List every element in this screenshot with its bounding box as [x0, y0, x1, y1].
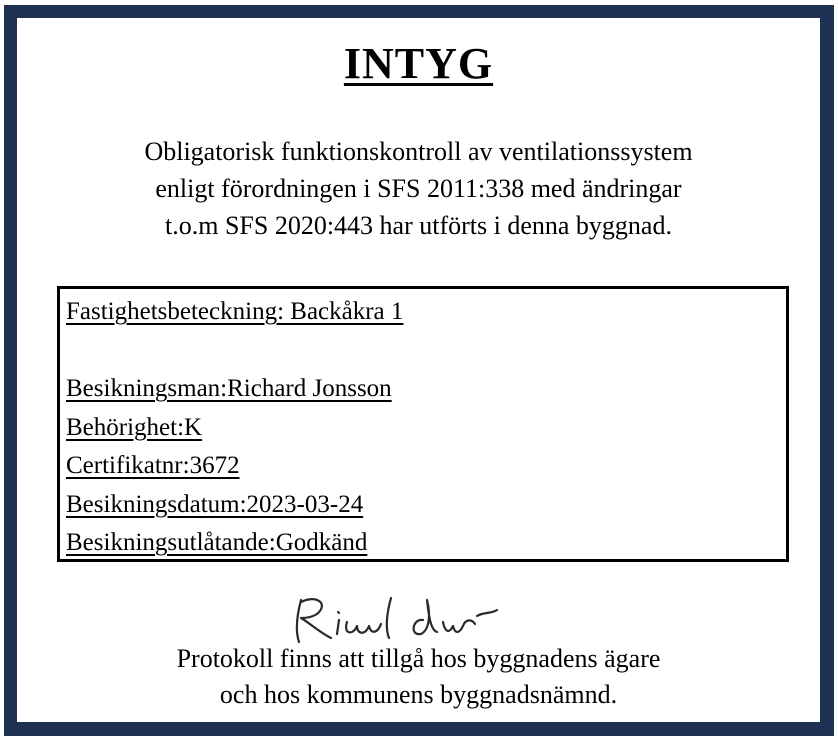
authorization-row [66, 409, 786, 448]
certificate-title: INTYG [343, 39, 494, 88]
footer-line: och hos kommunens byggnadsnämnd. [219, 680, 618, 709]
certificate-frame [4, 5, 834, 736]
certificate-number: Certifikatnr:3672 [66, 452, 240, 479]
inspection-verdict: Besikningsutlåtande:Godkänd [66, 529, 368, 556]
inspection-date-row [66, 486, 786, 525]
intro-text [17, 133, 820, 244]
inspector-name: Besikningsman:Richard Jonsson [66, 375, 392, 402]
inspection-details-box [57, 286, 789, 562]
intro-line: t.o.m SFS 2020:443 har utförts i denna byggnad. [165, 211, 672, 240]
property-designation: Fastighetsbeteckning: Backåkra 1 [66, 298, 404, 325]
inspection-date: Besikningsdatum:2023-03-24 [66, 490, 364, 518]
intro-line: Obligatorisk funktionskontroll av ventilationssystem [144, 137, 693, 166]
certificate-number-row [66, 447, 786, 486]
property-row [66, 293, 786, 332]
inspector-row [66, 370, 786, 409]
intro-line: enligt förordningen i SFS 2011:338 med ändringar [155, 174, 682, 203]
footer-note [17, 641, 820, 713]
certificate-page [17, 18, 820, 722]
verdict-row [66, 524, 786, 563]
footer-line: Protokoll finns att tillgå hos byggnadens ägare [176, 644, 661, 673]
authorization-level: Behörighet:K [66, 413, 203, 441]
